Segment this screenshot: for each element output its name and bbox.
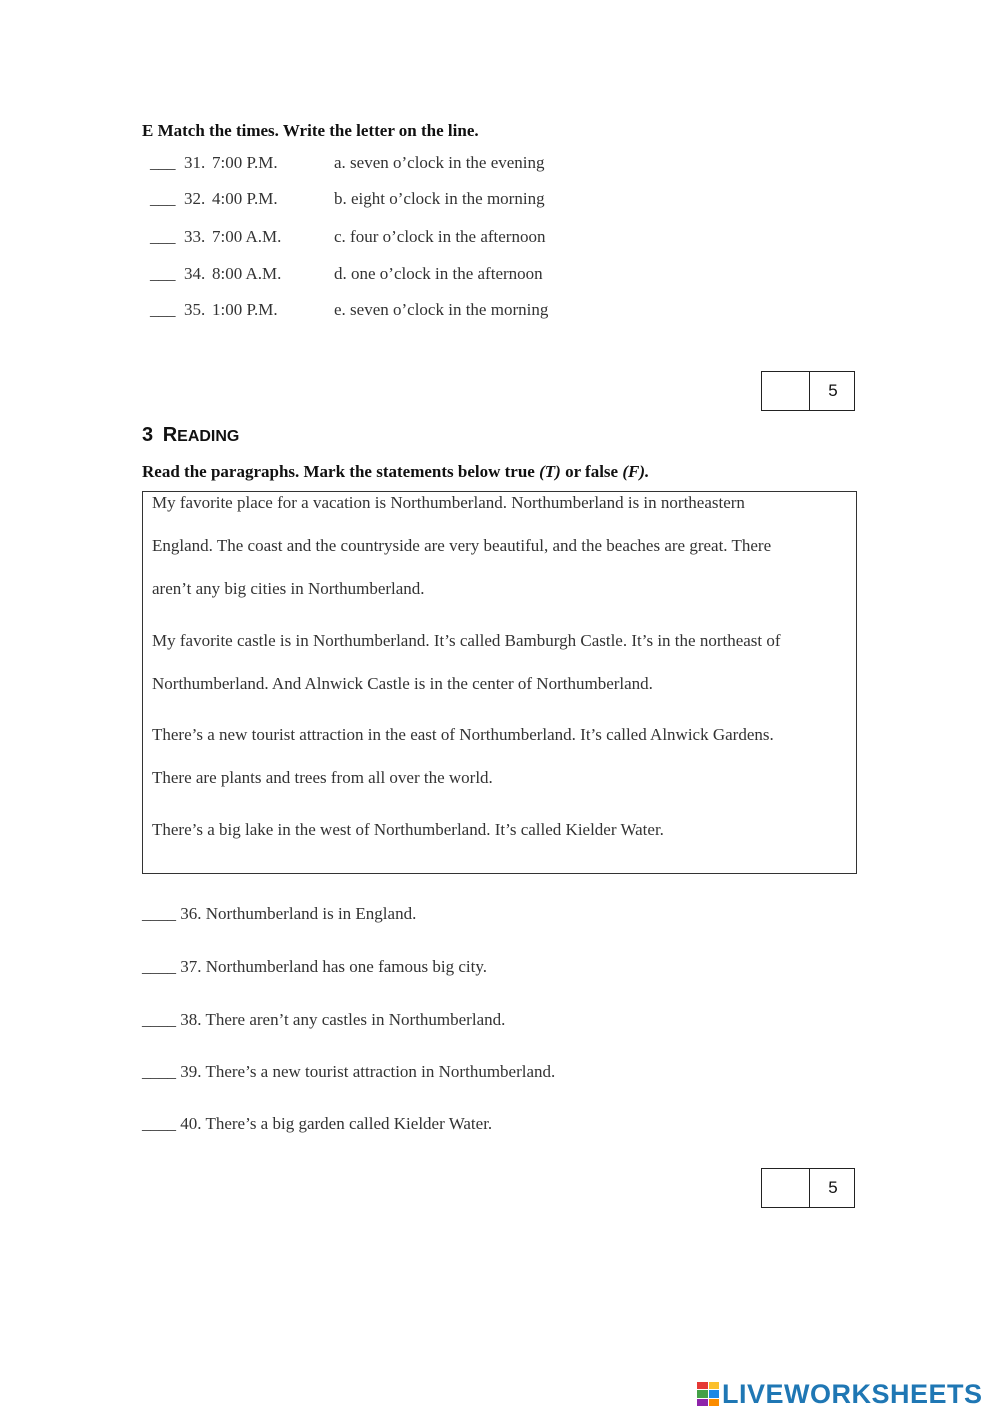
statement-text: There aren’t any castles in Northumberland. [205,1010,506,1029]
logo-tile [709,1382,720,1389]
section-title-initial: R [162,424,178,446]
instruction-or: or false [560,462,623,481]
section-title-rest: EADING [177,428,240,445]
section-number: 3 [142,424,154,446]
reading-instruction [142,462,649,482]
logo-icon [697,1382,719,1406]
statement-number: 40. [180,1114,202,1133]
instruction-true: (T) [539,462,561,481]
answer-blank-35[interactable]: ___ [150,300,176,319]
match-option: e. seven o’clock in the morning [334,300,549,319]
paragraph-line: There’s a new tourist attraction in the east of Northumberland. It’s called Alnwick Gardens. [152,725,774,744]
statement-text: There’s a new tourist attraction in Northumberland. [205,1062,556,1081]
logo-tile [709,1399,720,1406]
answer-blank-32[interactable]: ___ [150,189,176,208]
match-option: c. four o’clock in the afternoon [334,227,546,246]
statement-36 [142,904,416,924]
statement-text: Northumberland is in England. [205,904,417,923]
statement-number: 39. [180,1062,202,1081]
liveworksheets-logo [697,1378,983,1410]
statement-text: There’s a big garden called Kielder Water. [205,1114,493,1133]
score-box-reading [761,1168,855,1208]
answer-blank-34[interactable]: ___ [150,264,176,283]
score-box-section-e [761,371,855,411]
statement-40 [142,1114,492,1134]
item-time: 7:00 A.M. [212,227,282,246]
item-number: 34. [184,264,206,283]
answer-blank-33[interactable]: ___ [150,227,176,246]
item-time: 1:00 P.M. [212,300,278,319]
logo-text: LIVEWORKSHEETS [722,1378,983,1409]
paragraph-line: My favorite castle is in Northumberland. It’s called Bamburgh Castle. It’s in the northeast of [152,631,781,650]
paragraph-line: There are plants and trees from all over the world. [152,768,493,787]
reading-heading [142,424,239,447]
score-input[interactable] [762,372,809,410]
score-input[interactable] [762,1169,809,1207]
match-option: d. one o’clock in the afternoon [334,264,543,283]
match-option: b. eight o’clock in the morning [334,189,545,208]
item-number: 31. [184,153,206,172]
item-number: 35. [184,300,206,319]
statement-39 [142,1062,555,1082]
answer-blank-37[interactable]: ____ [142,957,176,976]
paragraph-1 [152,481,852,610]
match-option: a. seven o’clock in the evening [334,153,545,172]
statement-number: 38. [180,1010,202,1029]
statement-number: 36. [180,904,202,923]
paragraph-3 [152,713,852,799]
section-e-instruction: E Match the times. Write the letter on the line. [142,121,479,140]
answer-blank-40[interactable]: ____ [142,1114,176,1133]
score-total: 5 [828,381,838,400]
score-total: 5 [828,1178,838,1197]
logo-tile [697,1399,708,1406]
answer-blank-38[interactable]: ____ [142,1010,176,1029]
item-time: 4:00 P.M. [212,189,278,208]
item-time: 7:00 P.M. [212,153,278,172]
paragraph-line: Northumberland. And Alnwick Castle is in the center of Northumberland. [152,674,653,693]
paragraph-line: England. The coast and the countryside are very beautiful, and the beaches are great. There [152,536,772,555]
logo-tile [709,1390,720,1397]
statement-number: 37. [180,957,202,976]
item-number: 32. [184,189,206,208]
logo-tile [697,1382,708,1389]
item-time: 8:00 A.M. [212,264,282,283]
answer-blank-31[interactable]: ___ [150,153,176,172]
paragraph-2 [152,619,852,705]
paragraph-line: There’s a big lake in the west of Northumberland. It’s called Kielder Water. [152,820,664,839]
instruction-main: Read the paragraphs. Mark the statements below true [142,462,540,481]
paragraph-line: aren’t any big cities in Northumberland. [152,579,425,598]
answer-blank-39[interactable]: ____ [142,1062,176,1081]
statement-text: Northumberland has one famous big city. [205,957,487,976]
statement-37 [142,957,487,977]
paragraph-4 [152,808,852,851]
statement-38 [142,1010,505,1030]
answer-blank-36[interactable]: ____ [142,904,176,923]
logo-tile [697,1390,708,1397]
item-number: 33. [184,227,206,246]
paragraph-line: My favorite place for a vacation is Northumberland. Northumberland is in northeastern [152,493,745,512]
instruction-false: (F). [622,462,650,481]
